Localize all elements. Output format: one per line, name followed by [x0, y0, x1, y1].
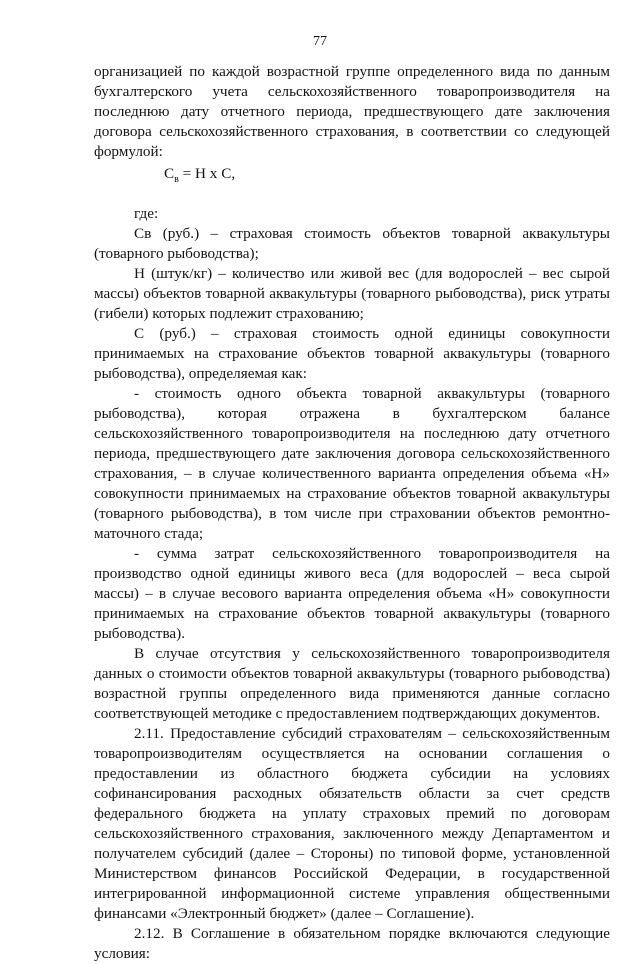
paragraph-definition-cv: Св (руб.) – страховая стоимость объектов товарной аквакультуры (товарного рыбоводства); — [94, 225, 610, 262]
paragraph-cost-one-object: - стоимость одного объекта товарной аквакультуры (товарного рыбоводства), которая отражена в бухгалтерском балансе сельскохозяйственного товаропроизводителя на последнюю дату отчетного периода, предшествующего дате заключения договора сельскохозяйственного страхования, – в случае количественного варианта определения объема «Н» совокупности принимаемых на страхование объектов товарной аквакультуры (товарного рыбоводства), в том числе при страховании объектов ремонтно-маточного стада; — [94, 385, 610, 542]
formula-subscript: в — [174, 174, 179, 186]
paragraph-definition-n: Н (штук/кг) – количество или живой вес (для водорослей – вес сырой массы) объектов товарной аквакультуры (товарного рыбоводства), риск утраты (гибели) которых подлежит страхованию; — [94, 265, 610, 322]
paragraph-2-12: 2.12. В Соглашение в обязательном порядке включаются следующие условия: — [94, 925, 610, 962]
page-number: 77 — [313, 34, 327, 49]
paragraph-where: где: — [134, 205, 159, 222]
paragraph-definition-c: С (руб.) – страховая стоимость одной единицы совокупности принимаемых на страхование объектов товарной аквакультуры (товарного рыбоводства), определяемая как: — [94, 325, 610, 382]
formula-variable: С — [164, 165, 175, 182]
document-body — [94, 62, 610, 964]
paragraph-2-11: 2.11. Предоставление субсидий страхователям – сельскохозяйственным товаропроизводителям осуществляется на основании соглашения о предоставлении из областного бюджета субсидии на условиях софинансирования расходных обязательств области за счет средств федерального бюджета на уплату страховых премий по договорам сельскохозяйственного страхования, заключенного между Департаментом и получателем субсидий (далее – Стороны) по типовой форме, установленной Министерством финансов Российской Федерации, в государственной интегрированной информационной системе управления общественными финансами «Электронный бюджет» (далее – Соглашение). — [94, 725, 610, 922]
paragraph-no-data-case: В случае отсутствия у сельскохозяйственного товаропроизводителя данных о стоимости объектов товарной аквакультуры (товарного рыбоводства) возрастной группы определенного вида применяются данные согласно соответствующей методике с предоставлением подтверждающих документов. — [94, 645, 610, 722]
formula-rest: = Н х С, — [178, 165, 236, 182]
paragraph-sum-of-costs: - сумма затрат сельскохозяйственного товаропроизводителя на производство одной единицы живого веса (для водорослей – веса сырой массы) – в случае весового варианта определения объема «Н» совокупности принимаемых на страхование объектов товарной аквакультуры (товарного рыбоводства). — [94, 545, 610, 642]
paragraph-intro: организацией по каждой возрастной группе определенного вида по данным бухгалтерского учета сельскохозяйственного товаропроизводителя на последнюю дату отчетного периода, предшествующего дате заключения договора сельскохозяйственного страхования, в соответствии со следующей формулой: — [94, 63, 610, 160]
formula — [94, 164, 610, 184]
